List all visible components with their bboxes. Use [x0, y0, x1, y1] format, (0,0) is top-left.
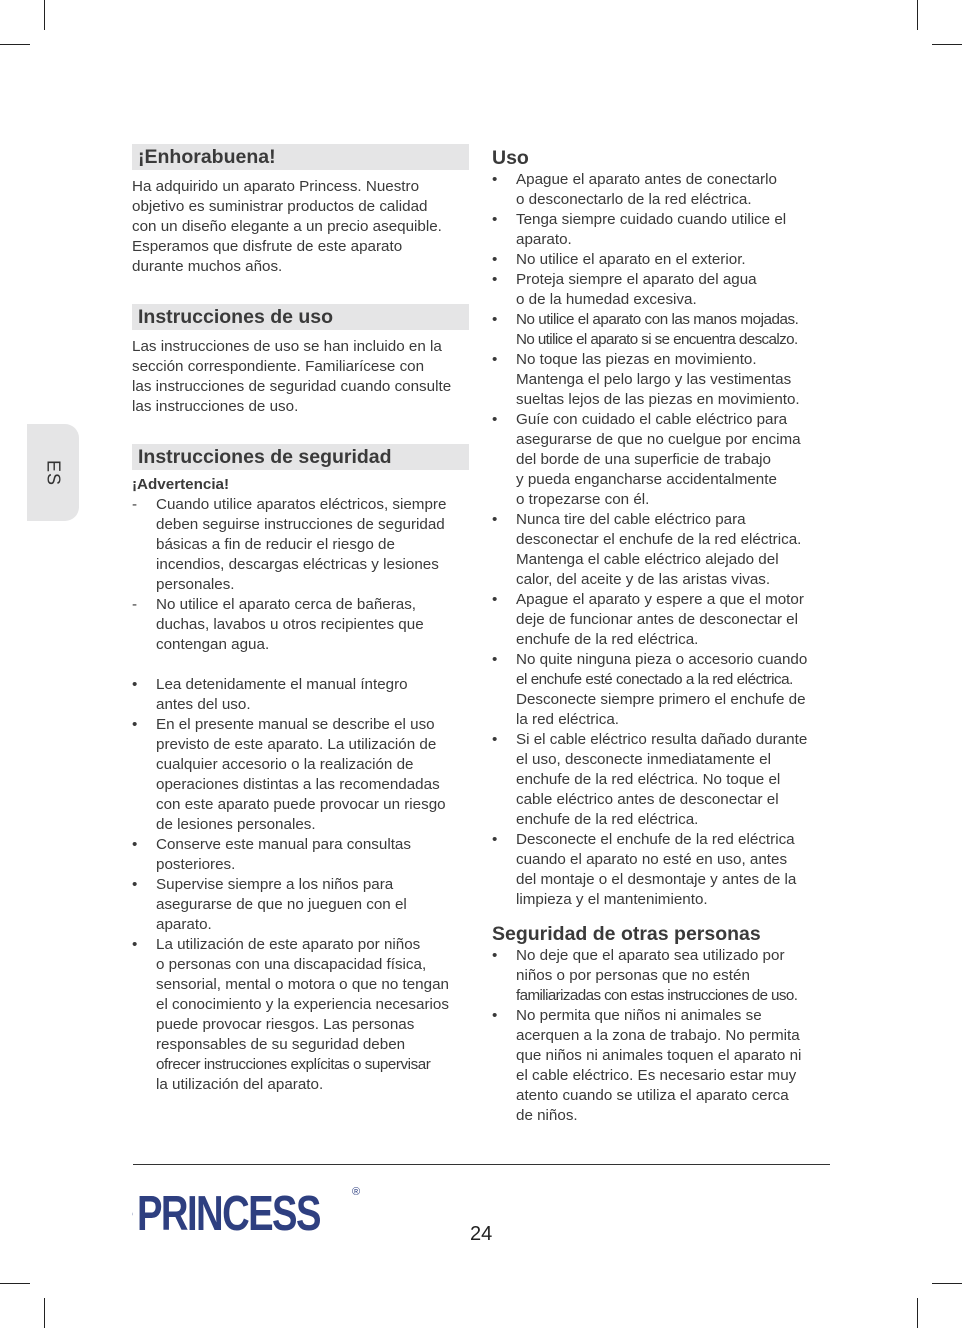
section-heading-seguridad: Instrucciones de seguridad: [132, 444, 469, 470]
uso-bullet-list: [492, 170, 832, 910]
princess-logo: [132, 1186, 372, 1242]
list-item: • No quite ninguna pieza o accesorio cuando el enchufe esté conectado a la red eléctrica. Desconecte siempre primero el enchufe de la red eléctrica.: [492, 651, 808, 728]
list-item: • No toque las piezas en movimiento. Mantenga el pelo largo y las vestimentas sueltas lejos de las piezas en movimiento.: [492, 351, 800, 408]
intro-paragraph: Ha adquirido un aparato Princess. Nuestro objetivo es suministrar productos de calidad con un diseño elegante a un precio asequible. Esperamos que disfrute de este aparato durante muchos años.: [132, 178, 442, 275]
list-item: • Tenga siempre cuidado cuando utilice el aparato.: [492, 211, 787, 248]
list-item: • No permita que niños ni animales se acerquen a la zona de trabajo. No permita que niños ni animales toquen el aparato ni el cable eléctrico. Es necesario estar muy atento cuando se utiliza el aparato cerca de niños.: [492, 1007, 802, 1124]
list-item: • Lea detenidamente el manual íntegro antes del uso.: [132, 676, 408, 713]
list-item: • Apague el aparato y espere a que el motor deje de funcionar antes de desconectar el enchufe de la red eléctrica.: [492, 591, 804, 648]
warning-dash-list: [132, 495, 469, 655]
page-number: 24: [470, 1223, 493, 1245]
warning-label: ¡Advertencia!: [132, 476, 230, 493]
crop-mark: [932, 44, 962, 45]
list-item: • Apague el aparato antes de conectarlo o desconectarlo de la red eléctrica.: [492, 171, 777, 208]
safety-bullet-list: [132, 675, 469, 1095]
otras-bullet-list: [492, 946, 832, 1126]
list-item: • Conserve este manual para consultas posteriores.: [132, 836, 411, 873]
list-item: - Cuando utilice aparatos eléctricos, siempre deben seguirse instrucciones de seguridad básicas a fin de reducir el riesgo de incendios, descargas eléctricas y lesiones personales.: [132, 496, 447, 593]
list-item: • No utilice el aparato en el exterior.: [492, 251, 746, 268]
princess-emblem-icon: [132, 1188, 133, 1240]
list-item: • Desconecte el enchufe de la red eléctrica cuando el aparato no esté en uso, antes del montaje o el desmontaje y antes de la limpieza y el mantenimiento.: [492, 831, 797, 908]
list-item: • La utilización de este aparato por niños o personas con una discapacidad física, sensorial, mental o motora o que no tengan el conocimiento y la experiencia necesarios puede provocar riesgos. Las personas responsables de su seguridad deben ofrecer instrucciones explícitas o supervisar la utilización del aparato.: [132, 936, 449, 1093]
crop-mark: [932, 1283, 962, 1284]
footer-divider: [133, 1164, 830, 1165]
section-heading-otras-personas: Seguridad de otras personas: [492, 923, 761, 945]
list-item: • Guíe con cuidado el cable eléctrico para asegurarse de que no cuelgue por encima del borde de una superficie de trabajo y pueda engancharse accidentalmente o tropezarse con él.: [492, 411, 801, 508]
list-item: - No utilice el aparato cerca de bañeras, duchas, lavabos u otros recipientes que contengan agua.: [132, 596, 424, 653]
language-tab-label: ES: [43, 459, 64, 486]
crop-mark: [0, 1283, 30, 1284]
brand-wordmark: PRINCESS: [137, 1187, 321, 1241]
registered-mark: ®: [352, 1186, 361, 1198]
usage-paragraph: Las instrucciones de uso se han incluido en la sección correspondiente. Familiarícese con las instrucciones de seguridad cuando consulte las instrucciones de uso.: [132, 338, 452, 415]
crop-mark: [44, 0, 45, 30]
crop-mark: [917, 0, 918, 30]
list-item: • Proteja siempre el aparato del agua o de la humedad excesiva.: [492, 271, 757, 308]
crop-mark: [0, 44, 30, 45]
section-heading-instrucciones-uso: Instrucciones de uso: [132, 304, 469, 330]
list-item: • No deje que el aparato sea utilizado por niños o por personas que no estén familiarizadas con estas instrucciones de uso.: [492, 947, 798, 1004]
left-column: [132, 144, 469, 1095]
list-item: • En el presente manual se describe el uso previsto de este aparato. La utilización de cualquier accesorio o la realización de operaciones distintas a las recomendadas con este aparato puede provocar un riesgo de lesiones personales.: [132, 716, 446, 833]
crop-mark: [917, 1298, 918, 1328]
list-item: • Si el cable eléctrico resulta dañado durante el uso, desconecte inmediatamente el enchufe de la red eléctrica. No toque el cable eléctrico antes de desconectar el enchufe de la red eléctrica.: [492, 731, 808, 828]
right-column: [492, 146, 832, 1126]
section-heading-enhorabuena: ¡Enhorabuena!: [132, 144, 469, 170]
list-item: • Supervise siempre a los niños para asegurarse de que no jueguen con el aparato.: [132, 876, 407, 933]
crop-mark: [44, 1298, 45, 1328]
section-heading-uso: Uso: [492, 147, 529, 169]
list-item: • Nunca tire del cable eléctrico para desconectar el enchufe de la red eléctrica. Mantenga el cable eléctrico alejado del calor, del aceite y de las aristas vivas.: [492, 511, 802, 588]
list-item: • No utilice el aparato con las manos mojadas. No utilice el aparato si se encuentra descalzo.: [492, 311, 799, 348]
language-tab: [27, 424, 79, 521]
